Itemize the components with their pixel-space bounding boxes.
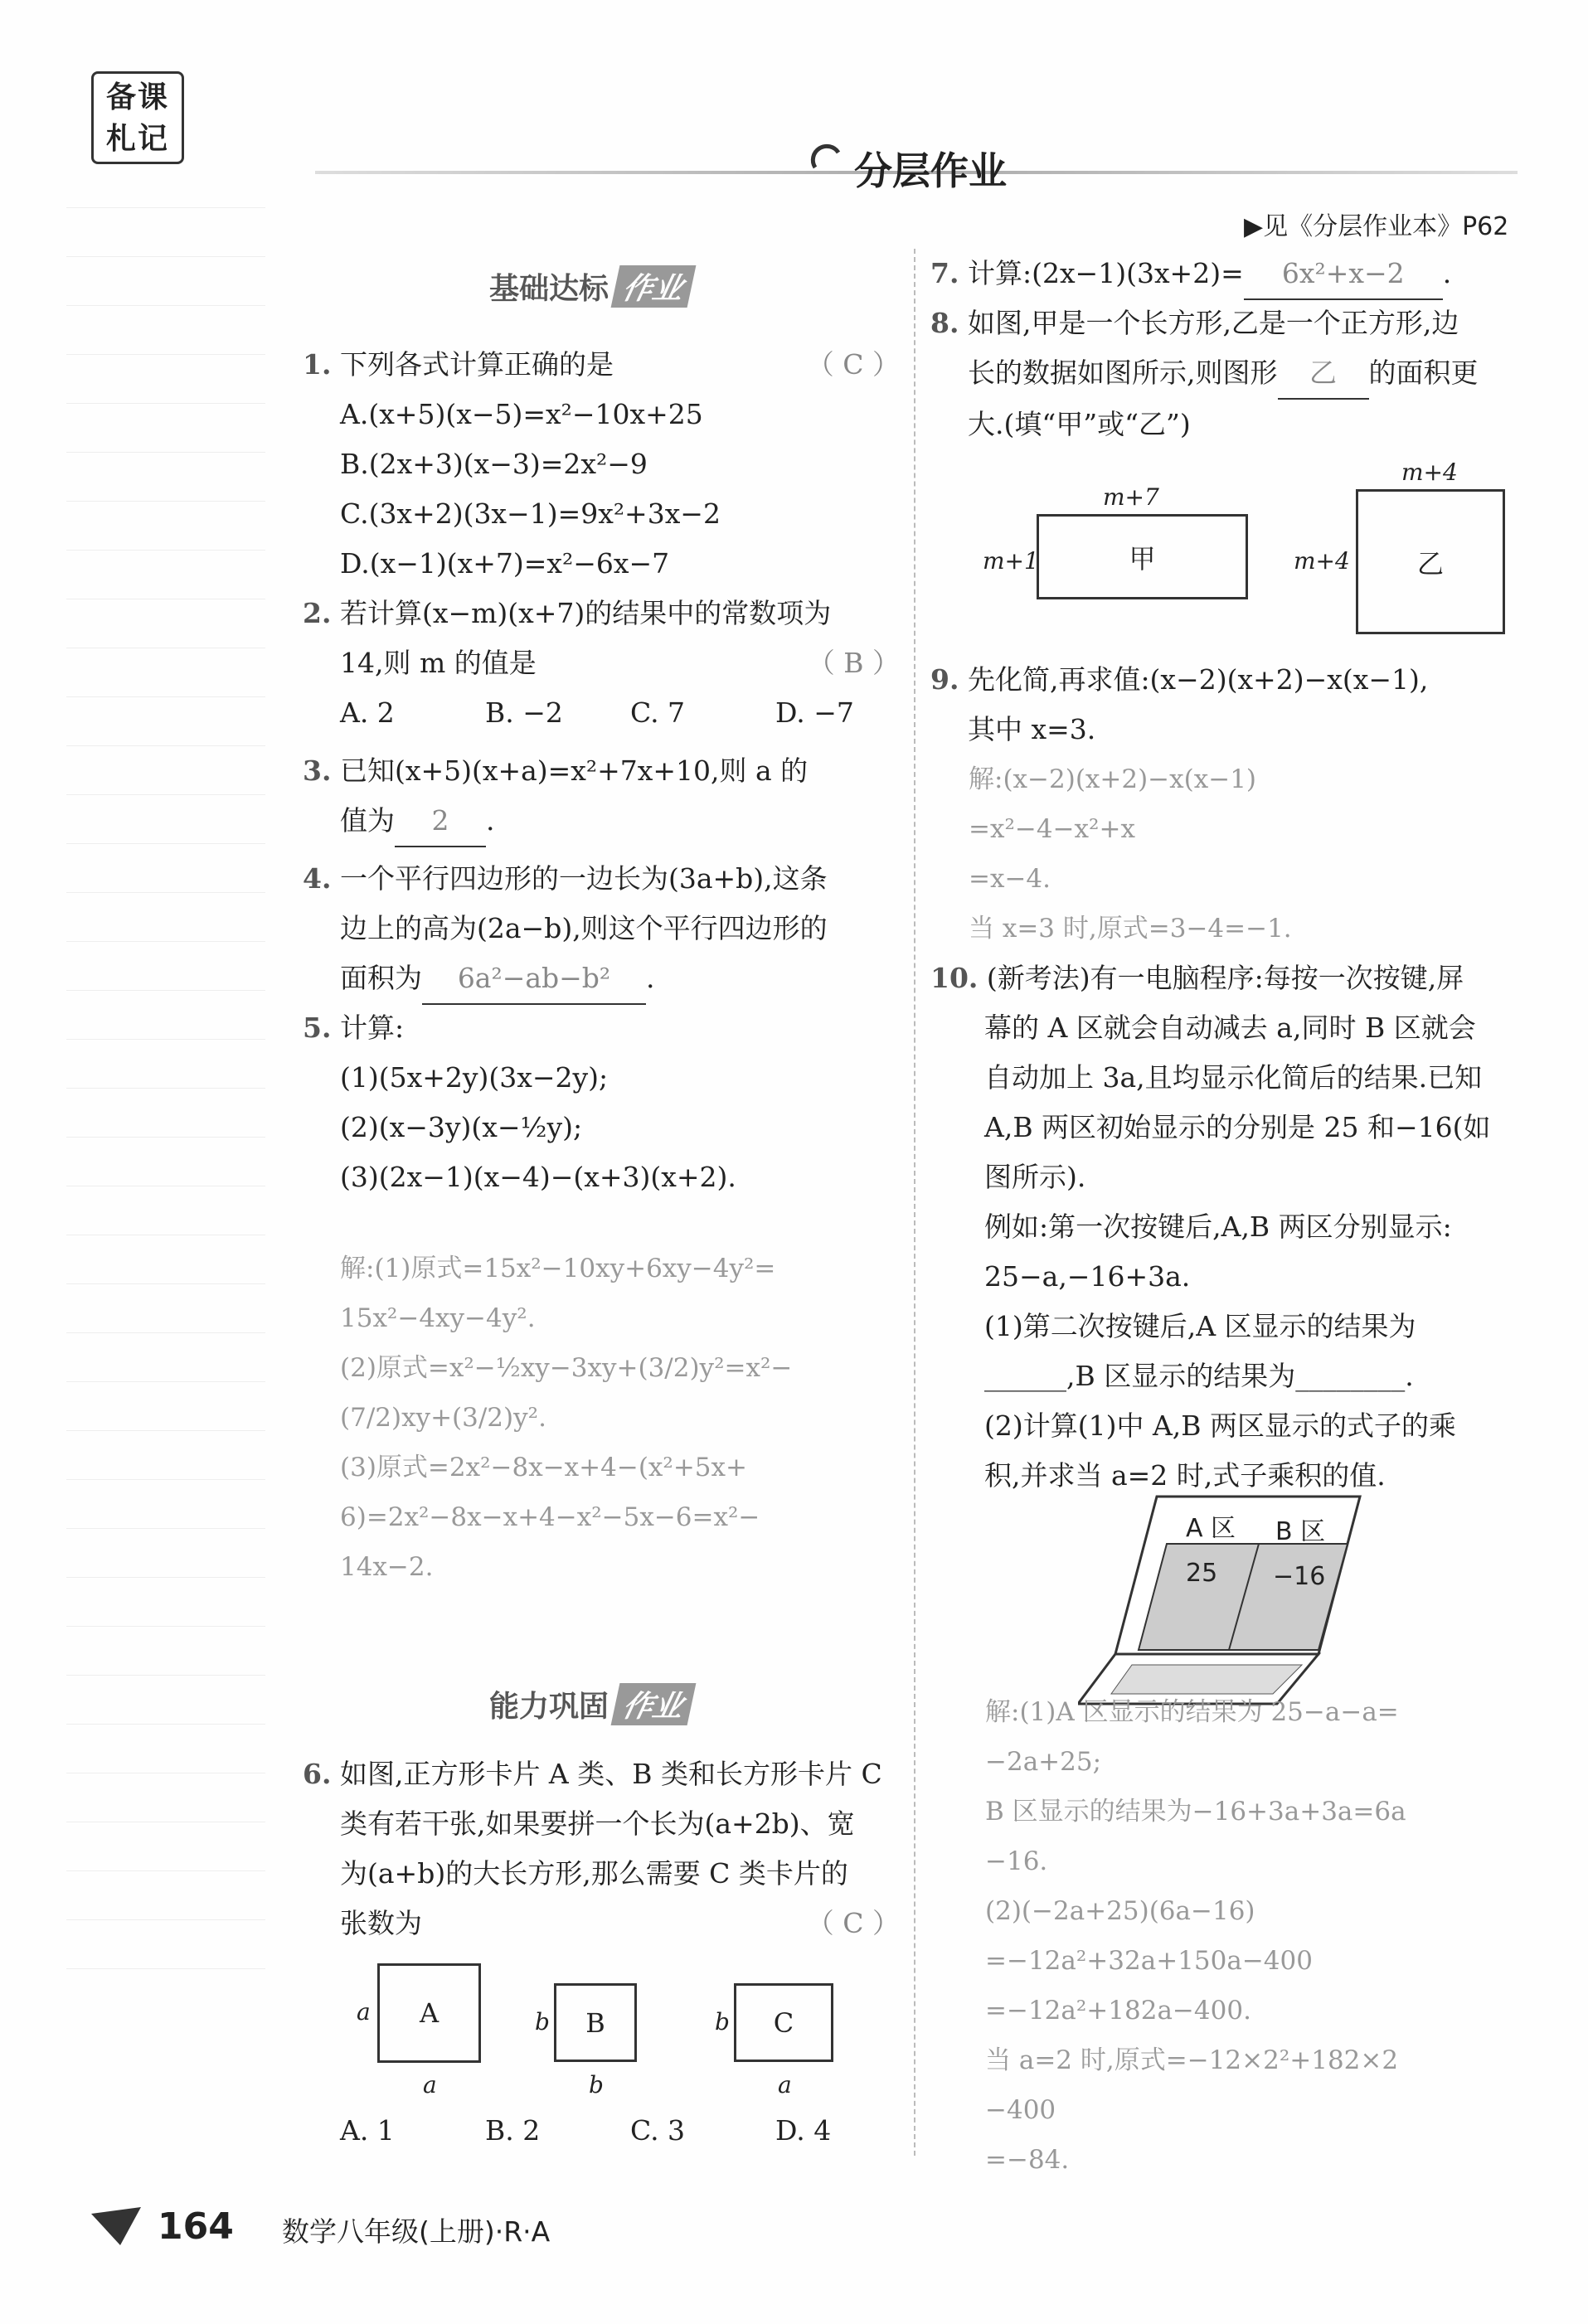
left-q2-answer: （ B ）: [807, 647, 900, 679]
right-q8-fig-yi_top: m+4: [1401, 458, 1458, 486]
page-title: 分层作业: [854, 148, 1007, 193]
left-q6-lines-2: 为(a+b)的大长方形,那么需要 C 类卡片的: [340, 1857, 848, 1890]
left-q1-opts-0: A.(x+5)(x−5)=x²−10x+25: [340, 398, 703, 430]
right-q8-line2_pre: 长的数据如图所示,则图形: [968, 357, 1278, 389]
left-q5-num: 5.: [303, 1012, 332, 1044]
right-q8-line1: 如图,甲是一个长方形,乙是一个正方形,边: [967, 307, 1459, 339]
card-b: B: [554, 1983, 637, 2062]
left-q6-opts-2: C. 3: [630, 2114, 686, 2147]
right-q10-lines-1: 幕的 A 区就会自动减去 a,同时 B 区就会: [984, 1012, 1476, 1044]
header-logo-1: 札记: [105, 122, 169, 156]
left-q1-opts-1: B.(2x+3)(x−3)=2x²−9: [340, 448, 648, 480]
left-q4-num: 4.: [303, 862, 332, 895]
right-q10-sol-9: =−84.: [985, 2145, 1070, 2175]
left-q5-items-0: (1)(5x+2y)(3x−2y);: [340, 1061, 609, 1094]
rectangles-figure: [970, 456, 1534, 647]
zone-a-value: 25: [1186, 1559, 1218, 1588]
left-q5-sol-3: (7/2)xy+(3/2)y².: [340, 1403, 546, 1433]
left-q5-stem: 计算:: [339, 1012, 405, 1044]
right-q10-lines-5: 例如:第一次按键后,A,B 两区分别显示:: [984, 1211, 1452, 1243]
left-q5-sol-5: 6)=2x²−8x−x+4−x²−5x−6=x²−: [340, 1502, 760, 1532]
left-q6-lines-1: 类有若干张,如果要拼一个长为(a+2b)、宽: [340, 1807, 855, 1840]
zone-a-label: A 区: [1186, 1514, 1236, 1543]
cards-figure: [332, 1948, 846, 2098]
left-q4-line3_pre: 面积为: [340, 962, 422, 994]
question-7: [930, 249, 1527, 300]
right-q10-lines-6: 25−a,−16+3a.: [984, 1260, 1191, 1293]
corner-arrow-icon: [91, 2205, 149, 2247]
left-q6-labels-2: b: [535, 2008, 550, 2035]
answer-blank: 6a²−ab−b²: [422, 953, 646, 1005]
left-q4-line2: 边上的高为(2a−b),则这个平行四边形的: [340, 912, 828, 944]
solution-10: [985, 1687, 1406, 2185]
right-q7-post: .: [1442, 257, 1452, 289]
section-ability: [489, 1683, 692, 1725]
right-q10-lines-10: 积,并求当 a=2 时,式子乘积的值.: [984, 1459, 1386, 1492]
right-q10-sol-4: (2)(−2a+25)(6a−16): [985, 1896, 1255, 1926]
left-q6-num: 6.: [303, 1758, 332, 1790]
left-q6-opts-0: A. 1: [340, 2114, 395, 2147]
answer-blank: 6x²+x−2: [1244, 249, 1443, 300]
left-q5-items-2: (3)(2x−1)(x−4)−(x+3)(x+2).: [340, 1161, 736, 1193]
workbook-reference: ▶见《分层作业本》P62: [1244, 212, 1509, 241]
book-title: 数学八年级(上册)·R·A: [282, 2215, 551, 2248]
header-logo-0: 备课: [105, 80, 169, 114]
question-1: [303, 340, 900, 589]
left-q4-line1: 一个平行四边形的一边长为(3a+b),这条: [339, 862, 828, 895]
right-q8-fig-yi_left: m+4: [1294, 547, 1350, 575]
right-q10-sol-0: 解:(1)A 区显示的结果为 25−a−a=: [985, 1697, 1399, 1727]
left-q6-labels-1: a: [423, 2071, 437, 2098]
left-q6-labels-3: b: [589, 2071, 604, 2098]
right-q10-num: 10.: [930, 962, 979, 994]
right-q10-sol-7: 当 a=2 时,原式=−12×2²+182×2: [985, 2045, 1399, 2075]
right-q8-line3: 大.(填“甲”或“乙”): [968, 408, 1191, 440]
left-q2-num: 2.: [303, 597, 332, 629]
notes-logo: [91, 71, 184, 164]
right-q8-line2_post: 的面积更: [1368, 357, 1479, 389]
question-8: [930, 298, 1527, 449]
margin-lines: [66, 207, 265, 2017]
left-q2-opts-3: D. −7: [775, 696, 854, 729]
zone-b-label: B 区: [1275, 1517, 1326, 1546]
left-q5-sol-2: (2)原式=x²−½xy−3xy+(3/2)y²=x²−: [340, 1353, 793, 1383]
left-q5-sol-0: 解:(1)原式=15x²−10xy+6xy−4y²=: [340, 1254, 776, 1283]
page-number: 164: [158, 2205, 234, 2248]
question-4: [303, 854, 900, 1005]
right-q8-fig-jia_left: m+1: [983, 547, 1039, 575]
left-q6-labels-4: b: [715, 2008, 730, 2035]
right-q8-fig-jia_top: m+7: [1103, 483, 1159, 511]
right-q10-sol-6: =−12a²+182a−400.: [985, 1996, 1251, 2026]
right-q8-num: 8.: [930, 307, 959, 339]
question-6-options: [340, 2106, 904, 2156]
right-q9-line2: 其中 x=3.: [968, 713, 1096, 745]
left-q6-last: 张数为: [340, 1907, 422, 1939]
card-a: A: [377, 1963, 481, 2063]
left-q1-opts-2: C.(3x+2)(3x−1)=9x²+3x−2: [340, 497, 721, 530]
left-q1-stem: 下列各式计算正确的是: [339, 348, 614, 381]
solution-9: [969, 754, 1292, 953]
right-q9-line1: 先化简,再求值:(x−2)(x+2)−x(x−1),: [967, 663, 1429, 696]
answer-blank: 乙: [1278, 348, 1369, 400]
question-6: [303, 1749, 900, 1948]
card-c: C: [734, 1983, 833, 2062]
left-q6-labels-5: a: [778, 2071, 792, 2098]
left-q6-opts-1: B. 2: [485, 2114, 541, 2147]
sections-ability: 能力巩固: [489, 1690, 609, 1724]
right-q9-sol-0: 解:(x−2)(x+2)−x(x−1): [969, 764, 1257, 794]
right-q10-lines-0: (新考法)有一电脑程序:每按一次按键,屏: [986, 962, 1464, 994]
left-q3-line2_post: .: [486, 804, 495, 837]
left-q2-line1: 若计算(x−m)(x+7)的结果中的常数项为: [339, 597, 832, 629]
square-yi: 乙: [1356, 489, 1505, 634]
left-q2-opts-2: C. 7: [630, 696, 686, 729]
question-5: [303, 1003, 900, 1202]
left-q6-opts-3: D. 4: [775, 2114, 832, 2147]
zone-b-value: −16: [1273, 1562, 1326, 1591]
left-q3-num: 3.: [303, 754, 332, 787]
right-q7-num: 7.: [930, 257, 959, 289]
left-q1-opts-3: D.(x−1)(x+7)=x²−6x−7: [340, 547, 670, 580]
left-q1-num: 1.: [303, 348, 332, 381]
left-q5-items-1: (2)(x−3y)(x−½y);: [340, 1111, 583, 1143]
right-q9-num: 9.: [930, 663, 959, 696]
rect-jia: 甲: [1037, 514, 1248, 599]
sections-ability_tag: 作业: [611, 1683, 697, 1725]
left-q6-lines-0: 如图,正方形卡片 A 类、B 类和长方形卡片 C: [339, 1758, 882, 1790]
right-q10-lines-7: (1)第二次按键后,A 区显示的结果为: [984, 1310, 1416, 1342]
right-q10-sol-1: −2a+25;: [985, 1747, 1102, 1777]
right-q10-lines-4: 图所示).: [984, 1161, 1086, 1193]
section-basic: [489, 265, 692, 308]
question-2: [303, 589, 900, 738]
left-q2-line2: 14,则 m 的值是: [340, 647, 537, 679]
question-10: [930, 953, 1527, 1501]
question-3: [303, 746, 900, 847]
right-q10-lines-3: A,B 两区初始显示的分别是 25 和−16(如: [984, 1111, 1491, 1143]
right-q10-sol-2: B 区显示的结果为−16+3a+3a=6a: [985, 1797, 1406, 1827]
right-q9-sol-1: =x²−4−x²+x: [969, 814, 1135, 844]
left-q3-line1: 已知(x+5)(x+a)=x²+7x+10,则 a 的: [339, 754, 809, 787]
left-q6-answer: （ C ）: [806, 1907, 900, 1939]
left-q5-sol-1: 15x²−4xy−4y².: [340, 1303, 536, 1333]
sections-basic_tag: 作业: [611, 265, 697, 308]
sections-basic: 基础达标: [489, 272, 609, 306]
right-q10-sol-8: −400: [985, 2095, 1056, 2125]
right-q7-pre: 计算:(2x−1)(3x+2)=: [967, 257, 1244, 289]
column-divider: [914, 249, 915, 2156]
swirl-icon: [809, 143, 847, 181]
left-q5-sol-6: 14x−2.: [340, 1552, 434, 1582]
question-9: [930, 655, 1527, 754]
left-q1-answer: （ C ）: [806, 348, 900, 381]
right-q10-lines-2: 自动加上 3a,且均显示化简后的结果.已知: [984, 1061, 1483, 1094]
answer-blank: 2: [395, 796, 486, 847]
left-q6-labels-0: a: [357, 1998, 371, 2026]
left-q2-opts-0: A. 2: [340, 696, 395, 729]
left-q4-line3_post: .: [646, 962, 655, 994]
right-q9-sol-3: 当 x=3 时,原式=3−4=−1.: [969, 914, 1292, 944]
right-q10-sol-5: =−12a²+32a+150a−400: [985, 1946, 1313, 1976]
right-q10-sol-3: −16.: [985, 1846, 1048, 1876]
left-q2-opts-1: B. −2: [485, 696, 563, 729]
computer-figure: [1078, 1492, 1377, 1708]
left-q5-sol-4: (3)原式=2x²−8x−x+4−(x²+5x+: [340, 1453, 747, 1482]
solution-5: [340, 1244, 792, 1592]
right-q9-sol-2: =x−4.: [969, 864, 1051, 894]
right-q10-lines-8: ______,B 区显示的结果为________.: [984, 1360, 1414, 1392]
right-q10-lines-9: (2)计算(1)中 A,B 两区显示的式子的乘: [984, 1409, 1457, 1442]
left-q3-line2_pre: 值为: [340, 804, 395, 837]
